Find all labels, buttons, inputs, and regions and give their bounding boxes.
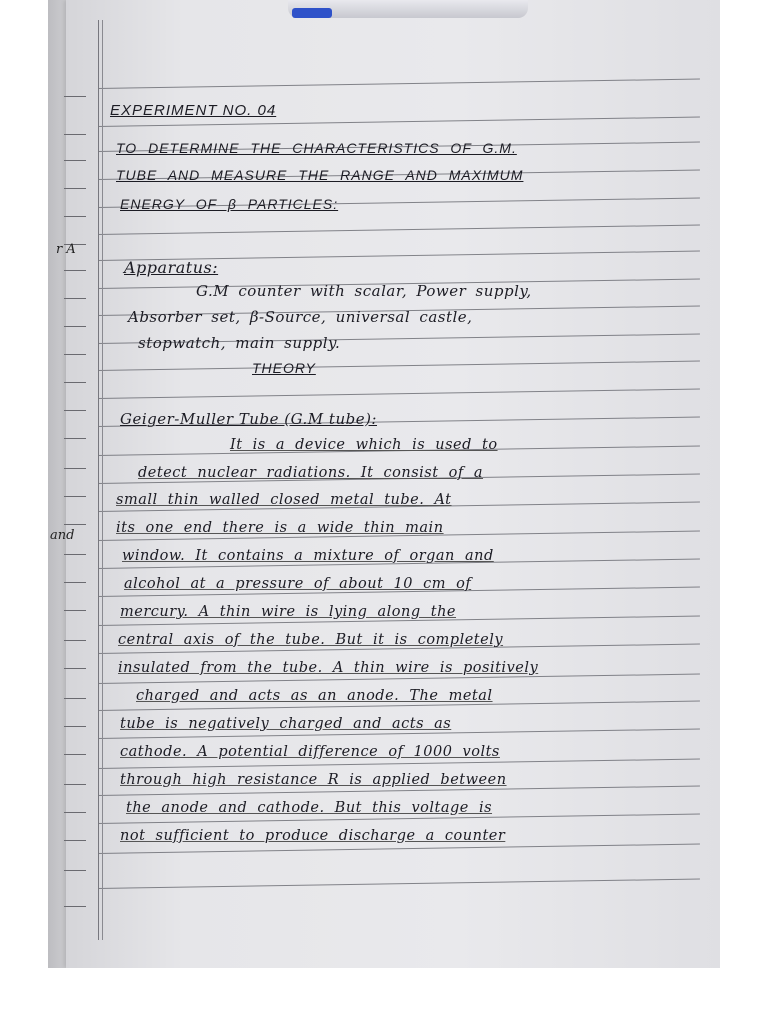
theory-line: insulated from the tube. A thin wire is positively [118,660,539,676]
theory-line: its one end there is a wide thin main [116,520,444,536]
margin-dash [64,554,86,555]
margin-dash [64,784,86,785]
margin-dash [64,754,86,755]
theory-line: small thin walled closed metal tube. At [116,492,452,508]
theory-title: THEORY [252,360,316,376]
theory-line: It is a device which is used to [230,437,498,453]
margin-dash [64,610,86,611]
margin-dash [64,640,86,641]
gm-tube-subtitle: Geiger-Muller Tube (G.M tube): [120,410,377,428]
margin-line [98,20,99,940]
theory-line: alcohol at a pressure of about 10 cm of [124,576,472,592]
aim-line-1: TO DETERMINE THE CHARACTERISTICS OF G.M. [116,140,517,156]
margin-dash [64,410,86,411]
margin-dash [64,496,86,497]
margin-dash [64,726,86,727]
margin-dash [64,698,86,699]
apparatus-title: Apparatus: [124,258,219,277]
margin-dash [64,906,86,907]
margin-dash [64,668,86,669]
aim-line-2: TUBE AND MEASURE THE RANGE AND MAXIMUM [116,167,524,183]
apparatus-line-1: G.M counter with scalar, Power supply, [196,282,532,300]
margin-dash [64,96,86,97]
margin-dash [64,270,86,271]
theory-line: window. It contains a mixture of organ and [122,548,494,564]
pen-cap [292,8,332,18]
margin-dash [64,354,86,355]
apparatus-line-3: stopwatch, main supply. [138,334,341,352]
margin-dash [64,326,86,327]
margin-dash [64,438,86,439]
margin-dash [64,134,86,135]
experiment-number: EXPERIMENT NO. 04 [110,102,277,119]
margin-dash [64,382,86,383]
theory-line: the anode and cathode. But this voltage is [126,800,493,816]
margin-line-inner [102,20,103,940]
theory-line: tube is negatively charged and acts as [120,716,452,732]
theory-line: charged and acts as an anode. The metal [136,688,493,704]
theory-line: mercury. A thin wire is lying along the [120,604,457,620]
theory-line: detect nuclear radiations. It consist of a [138,465,484,481]
theory-line: cathode. A potential difference of 1000 volts [120,744,500,760]
theory-line: central axis of the tube. But it is completely [118,632,504,648]
margin-dash [64,582,86,583]
margin-dash [64,188,86,189]
theory-line: through high resistance R is applied between [120,772,507,788]
margin-dash [64,216,86,217]
margin-note-a: r A [56,242,76,257]
margin-note-b: and [50,528,75,543]
margin-dash [64,298,86,299]
theory-line: not sufficient to produce discharge a counter [120,828,506,844]
margin-dash [64,468,86,469]
margin-dash [64,160,86,161]
margin-dash [64,840,86,841]
aim-line-3: ENERGY OF β PARTICLES: [120,196,339,212]
margin-dash [64,524,86,525]
margin-dash [64,870,86,871]
apparatus-line-2: Absorber set, β-Source, universal castle, [128,308,473,326]
margin-dash [64,812,86,813]
